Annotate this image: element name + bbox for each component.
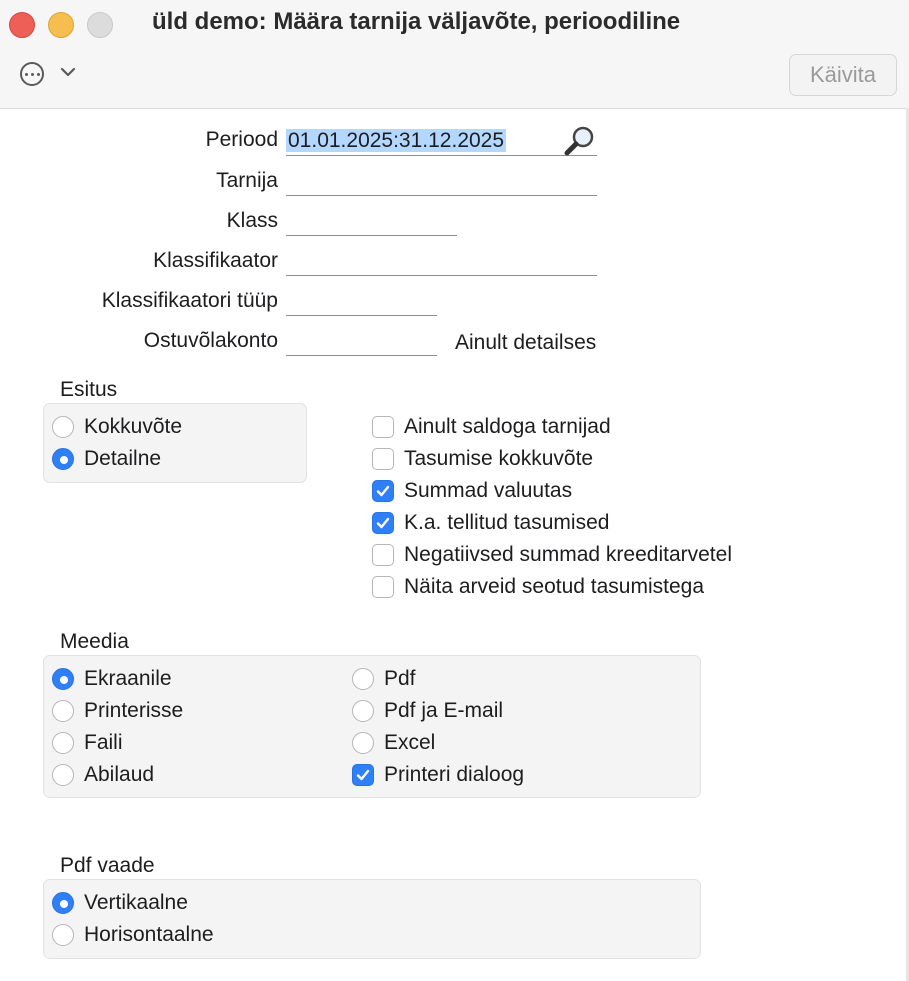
radio-button[interactable] xyxy=(352,668,374,690)
checkbox-checked[interactable] xyxy=(352,764,374,786)
zoom-window-button[interactable] xyxy=(87,12,113,38)
supplier-field[interactable] xyxy=(286,166,597,196)
classifier-field[interactable] xyxy=(286,246,597,276)
option-label: Vertikaalne xyxy=(84,891,188,914)
option-label: Faili xyxy=(84,731,123,754)
checkbox-ordered-payments[interactable] xyxy=(372,511,609,535)
radio-button[interactable] xyxy=(352,700,374,722)
detail-only-note: Ainult detailses xyxy=(455,331,597,354)
pdf-view-horizontal-option[interactable] xyxy=(52,923,214,947)
radio-button[interactable] xyxy=(52,732,74,754)
option-label: Pdf xyxy=(384,667,416,690)
checkbox[interactable] xyxy=(372,544,394,566)
classifier-type-label: Klassifikaatori tüüp xyxy=(101,289,278,312)
checkbox-label: Summad valuutas xyxy=(404,479,573,502)
checkbox-payment-summary[interactable] xyxy=(372,447,593,471)
checkbox-show-linked-invoices[interactable] xyxy=(372,575,704,599)
checkbox-checked[interactable] xyxy=(372,480,394,502)
checkmark-icon xyxy=(355,767,371,783)
checkbox[interactable] xyxy=(372,416,394,438)
media-pdf-option[interactable] xyxy=(352,667,416,691)
period-field[interactable] xyxy=(286,126,597,156)
checkbox-label: Tasumise kokkuvõte xyxy=(404,447,594,470)
option-label: Kokkuvõte xyxy=(84,415,183,438)
radio-button-selected[interactable] xyxy=(52,668,74,690)
option-label: Horisontaalne xyxy=(84,923,214,946)
class-field[interactable] xyxy=(286,206,457,236)
radio-button-selected[interactable] xyxy=(52,892,74,914)
option-label: Abilaud xyxy=(84,763,155,786)
checkbox-checked[interactable] xyxy=(372,512,394,534)
checkmark-icon xyxy=(375,515,391,531)
radio-button-selected[interactable] xyxy=(52,448,74,470)
class-label: Klass xyxy=(226,209,278,232)
checkbox-label: Ainult saldoga tarnijad xyxy=(404,415,611,438)
checkbox-label: Näita arveid seotud tasumistega xyxy=(404,575,704,598)
presentation-summary-option[interactable] xyxy=(52,415,182,439)
option-label: Excel xyxy=(384,731,436,754)
window-title: üld demo: Määra tarnija väljavõte, perioodiline xyxy=(152,8,681,35)
pdf-view-group-title: Pdf vaade xyxy=(60,854,155,877)
radio-button[interactable] xyxy=(52,924,74,946)
media-file-option[interactable] xyxy=(52,731,123,755)
checkbox[interactable] xyxy=(372,576,394,598)
period-value: 01.01.2025:31.12.2025 xyxy=(288,129,505,152)
close-window-button[interactable] xyxy=(9,12,35,38)
chevron-down-icon[interactable] xyxy=(58,62,78,82)
radio-button[interactable] xyxy=(52,416,74,438)
radio-button[interactable] xyxy=(52,700,74,722)
checkbox-saldo-only[interactable] xyxy=(372,415,611,439)
period-label: Periood xyxy=(205,128,278,151)
checkbox-label: Printeri dialoog xyxy=(384,763,525,786)
supplier-label: Tarnija xyxy=(216,169,278,192)
checkbox-negative-credit[interactable] xyxy=(372,543,732,567)
magnifier-icon[interactable] xyxy=(563,124,597,158)
payables-account-label: Ostuvõlakonto xyxy=(143,329,278,352)
checkbox[interactable] xyxy=(372,448,394,470)
checkbox-currency-sums[interactable] xyxy=(372,479,572,503)
media-screen-option[interactable] xyxy=(52,667,172,691)
media-pdf-email-option[interactable] xyxy=(352,699,503,723)
checkbox-label: K.a. tellitud tasumised xyxy=(404,511,610,534)
checkbox-label: Negatiivsed summad kreeditarvetel xyxy=(404,543,732,566)
run-button[interactable]: Käivita xyxy=(789,54,897,96)
title-bar xyxy=(0,0,909,109)
option-label: Detailne xyxy=(84,447,162,470)
radio-button[interactable] xyxy=(52,764,74,786)
media-clipboard-option[interactable] xyxy=(52,763,154,787)
presentation-detail-option[interactable] xyxy=(52,447,161,471)
media-excel-option[interactable] xyxy=(352,731,435,755)
printer-dialog-checkbox[interactable] xyxy=(352,763,524,787)
minimize-window-button[interactable] xyxy=(48,12,74,38)
more-actions-icon[interactable] xyxy=(20,62,44,86)
checkmark-icon xyxy=(375,483,391,499)
presentation-group-title: Esitus xyxy=(60,378,118,401)
option-label: Pdf ja E-mail xyxy=(384,699,504,722)
media-group-title: Meedia xyxy=(60,630,129,653)
classifier-type-field[interactable] xyxy=(286,286,437,316)
classifier-label: Klassifikaator xyxy=(153,249,278,272)
pdf-view-vertical-option[interactable] xyxy=(52,891,188,915)
payables-account-field[interactable] xyxy=(286,326,437,356)
radio-button[interactable] xyxy=(352,732,374,754)
media-printer-option[interactable] xyxy=(52,699,183,723)
option-label: Ekraanile xyxy=(84,667,172,690)
option-label: Printerisse xyxy=(84,699,184,722)
